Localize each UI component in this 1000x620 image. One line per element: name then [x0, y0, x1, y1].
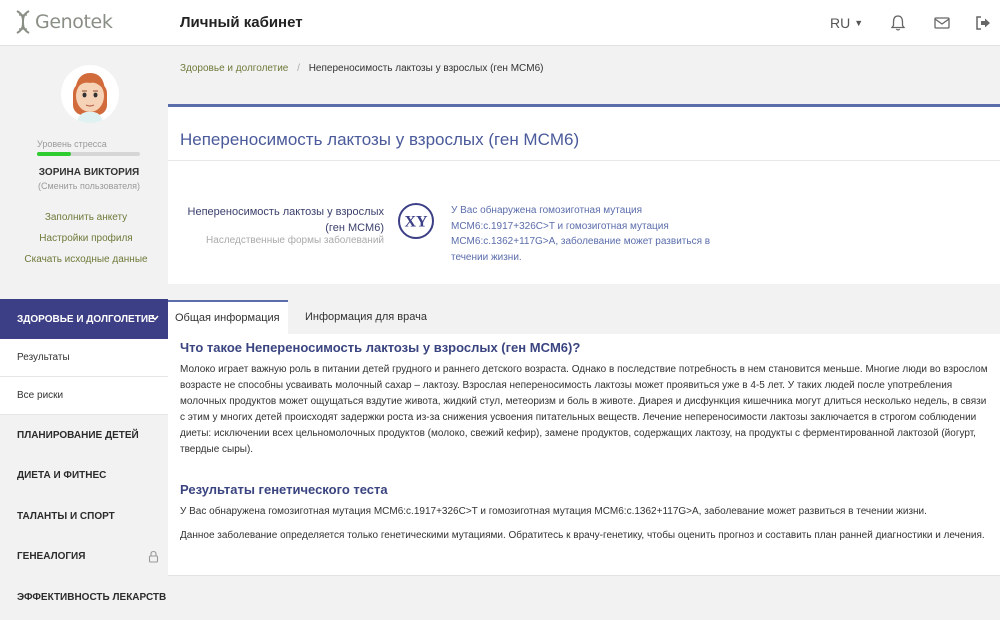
section-title-results: Результаты генетического теста [180, 482, 388, 497]
dna-logo-icon [14, 10, 32, 34]
switch-user-link[interactable]: (Сменить пользователя) [38, 181, 140, 191]
nav-item-diet-fitness[interactable]: ДИЕТА И ФИТНЕС [17, 470, 107, 482]
fill-questionnaire-link[interactable]: Заполнить анкету [44, 212, 128, 223]
nav-item-talents-sport[interactable]: ТАЛАНТЫ И СПОРТ [17, 510, 115, 522]
nav-item-drug-efficiency[interactable]: ЭФФЕКТИВНОСТЬ ЛЕКАРСТВ [17, 591, 167, 603]
nav-item-health[interactable] [0, 299, 168, 339]
language-label: RU [830, 15, 851, 31]
result-paragraph: У Вас обнаружена гомозиготная мутация MCM6:c.1917+326C>T и гомозиготная мутация MCM6:c.1362+117G>A, заболевание может развиться в течении жизни. [180, 506, 927, 517]
nav-subitem-results[interactable]: Результаты [0, 339, 168, 377]
sidebar [0, 46, 168, 620]
breadcrumb-link-health[interactable]: Здоровье и долголетие [180, 63, 289, 74]
top-bar [0, 0, 1000, 46]
language-selector[interactable] [830, 15, 863, 31]
tab-general-info[interactable]: Общая информация [168, 300, 288, 334]
tab-content [168, 334, 1000, 576]
caret-down-icon: ▼ [854, 18, 864, 28]
test-result-summary: У Вас обнаружена гомозиготная мутация MCM6:c.1917+326C>T и гомозиготная мутация MCM6:c.1362+117G>A, заболевание может развиться в течении жизни. [451, 205, 711, 263]
user-avatar-icon [61, 65, 119, 123]
main-navigation [0, 299, 168, 618]
page-heading: Личный кабинет [180, 14, 303, 31]
lock-icon [148, 550, 159, 563]
disease-category: Наследственные формы заболеваний [206, 235, 384, 246]
breadcrumb [180, 63, 544, 74]
chromosome-xy-icon [397, 202, 435, 240]
nav-item-label: ГЕНЕАЛОГИЯ [17, 551, 86, 563]
content-tabs [168, 300, 1000, 334]
chromosome-label: XY [404, 213, 428, 231]
nav-item-genealogy[interactable] [0, 537, 168, 578]
avatar[interactable] [61, 65, 119, 123]
download-data-link[interactable]: Скачать исходные данные [24, 254, 148, 265]
section-title-what-is: Что такое Непереносимость лактозы у взрослых (ген MCM6)? [180, 340, 581, 355]
page-title: Непереносимость лактозы у взрослых (ген MCM6) [180, 130, 580, 149]
logo[interactable] [14, 10, 112, 34]
stress-level-bar [37, 152, 140, 156]
bell-icon[interactable] [889, 14, 907, 32]
mail-icon[interactable] [933, 14, 951, 32]
breadcrumb-separator: / [297, 63, 300, 74]
tab-doctor-info[interactable]: Информация для врача [305, 311, 427, 323]
stress-level-fill [37, 152, 71, 156]
chevron-down-icon [150, 313, 160, 323]
disease-description: Молоко играет важную роль в питании детей грудного и раннего детского возраста. Однако в последствие потребность в нем становится меньше. Многие люди во взрослом возрасте не способны усваивать молочный сахар – лактозу. Взрослая непереносимость лактозы может проявиться уже в 4-5 лет. У таких людей после употребления молочных продуктов может ощущаться вздутие живота, жидкий стул, метеоризм и боль в животе. Диарея и дисфункция кишечника могут длиться несколько недель, в связи с этим у многих детей происходят задержки роста из-за снижения усвоения питательных веществ. Лечение непереносимости лактозы заключается в строгом соблюдении диеты: исключении всех цельномолочных продуктов (молоко, свежий кефир), замене продуктов, содержащих лактозу, на продукты с ферментированной лактозой (йогурт, твердые сыры). [180, 364, 988, 455]
nav-subitem-all-risks[interactable]: Все риски [0, 377, 168, 415]
logout-icon[interactable] [974, 14, 992, 32]
logo-text: Genotek [35, 11, 113, 33]
stress-level-label: Уровень стресса [37, 139, 107, 149]
nav-item-label: ЗДОРОВЬЕ И ДОЛГОЛЕТИЕ [17, 313, 155, 325]
recommendation-paragraph: Данное заболевание определяется только генетическими мутациями. Обратитесь к врачу-генетику, чтобы оценить прогноз и составить план ранней диагностики и лечения. [180, 530, 985, 541]
profile-settings-link[interactable]: Настройки профиля [39, 233, 133, 244]
user-name: ЗОРИНА ВИКТОРИЯ [38, 167, 140, 178]
disease-name: Непереносимость лактозы у взрослых (ген MCM6) [187, 206, 384, 234]
breadcrumb-current: Непереносимость лактозы у взрослых (ген MCM6) [308, 63, 544, 74]
divider [168, 160, 1000, 161]
nav-item-family-planning[interactable]: ПЛАНИРОВАНИЕ ДЕТЕЙ [17, 429, 139, 441]
disease-summary-card [168, 104, 1000, 284]
